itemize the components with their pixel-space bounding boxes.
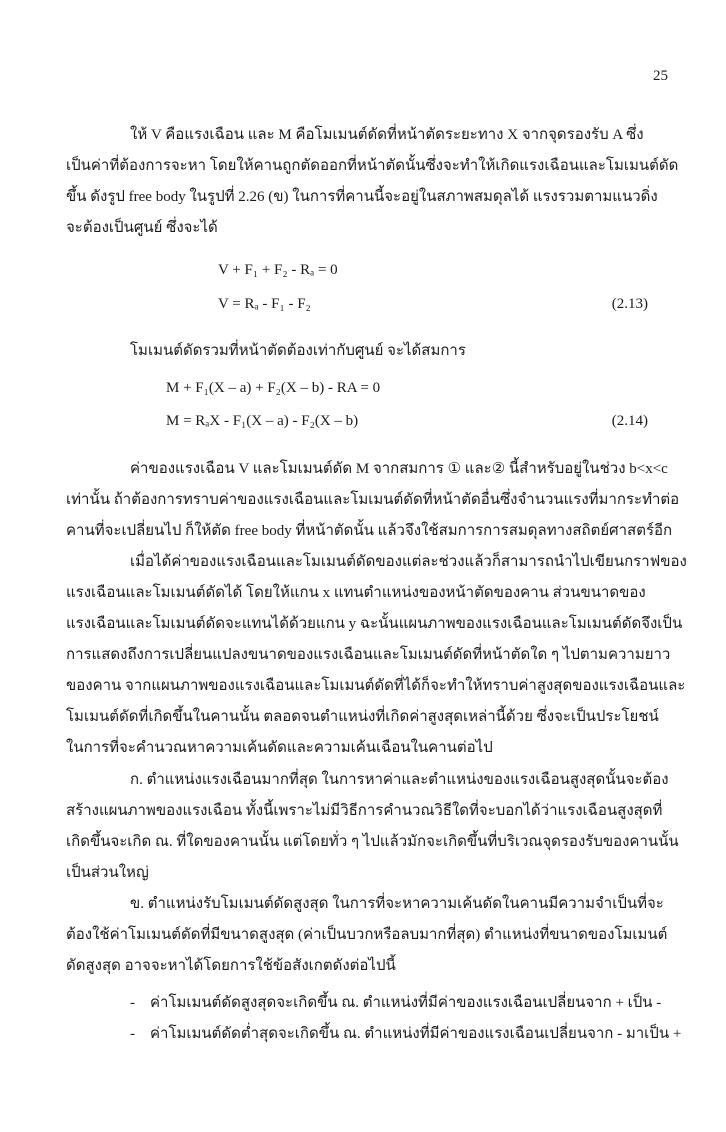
text-line: ให้ V คือแรงเฉือน และ M คือโมเมนต์ดัดที่หน้าตัดระยะทาง X จากจุดรองรับ A ซึ่ง: [130, 127, 644, 143]
text-line: แรงเฉือนและโมเมนต์ดัดจะแทนได้ด้วยแกน y ฉะนั้นแผนภาพของแรงเฉือนและโมเมนต์ดัดจึงเป็น: [66, 616, 683, 632]
text-line: เป็นค่าที่ต้องการจะหา โดยให้คานถูกตัดออกที่หน้าตัดนั้นซึ่งจะทำให้เกิดแรงเฉือนและโมเมนต์ดัด: [66, 158, 679, 174]
paragraph-moment-sum: [66, 336, 656, 367]
equation-2-13-line-1: V + F₁ + F₂ - Rₐ = 0: [218, 262, 338, 278]
equation-2-14-line-2: M = RₐX - F₁(X – a) - F₂(X – b): [166, 413, 359, 429]
text-line: ข. ตำแหน่งรับโมเมนต์ดัดสูงสุด ในการที่จะหาความเค้นดัดในคานมีความจำเป็นที่จะ: [130, 896, 664, 912]
text-line: โมเมนต์ดัดรวมที่หน้าตัดต้องเท่ากับศูนย์ จะได้สมการ: [130, 343, 466, 359]
text-line: จะต้องเป็นศูนย์ ซึ่งจะได้: [66, 220, 218, 236]
text-line: เป็นส่วนใหญ่: [66, 865, 149, 881]
text-line: ก. ตำแหน่งแรงเฉือนมากที่สุด ในการหาค่าและตำแหน่งของแรงเฉือนสูงสุดนั้นจะต้อง: [130, 772, 669, 788]
equation-number-2-14: (2.14): [611, 413, 648, 429]
paragraph-range-validity: [66, 454, 680, 547]
text-line: สร้างแผนภาพของแรงเฉือน ทั้งนี้เพราะไม่มีวิธีการคำนวณวิธีใดที่จะบอกได้ว่าแรงเฉือนสูงสุดที่: [66, 803, 663, 819]
list-item-text: ค่าโมเมนต์ดัดต่ำสุดจะเกิดขึ้น ณ. ตำแหน่งที่มีค่าของแรงเฉือนเปลี่ยนจาก - มาเป็น +: [150, 1026, 682, 1042]
list-item-text: ค่าโมเมนต์ดัดสูงสุดจะเกิดขึ้น ณ. ตำแหน่งที่มีค่าของแรงเฉือนเปลี่ยนจาก + เป็น -: [150, 995, 662, 1011]
text-line: ในการที่จะคำนวณหาความเค้นดัดและความเค้นเฉือนในคานต่อไป: [66, 740, 493, 756]
text-line: ต้องใช้ค่าโมเมนต์ดัดที่มีขนาดสูงสุด (ค่าเป็นบวกหรือลบมากที่สุด) ตำแหน่งที่ขนาดของโมเมนต์: [66, 927, 668, 943]
paragraph-max-moment-location: [66, 889, 668, 982]
text-line: ค่าของแรงเฉือน V และโมเมนต์ดัด M จากสมการ ① และ② นี้สำหรับอยู่ในช่วง b<x<c: [130, 461, 668, 477]
text-line: เกิดขึ้นจะเกิด ณ. ที่ใดของคานนั้น แต่โดยทั่ว ๆ ไปแล้วมักจะเกิดขึ้นที่บริเวณจุดรองรับของคานนั้น: [66, 834, 679, 850]
equation-2-13-line-2: V = Rₐ - F₁ - F₂: [218, 296, 311, 312]
paragraph-shear-moment-definition: [66, 120, 679, 244]
text-line: โมเมนต์ดัดที่เกิดขึ้นในคานนั้น ตลอดจนตำแหน่งที่เกิดค่าสูงสุดเหล่านี้ด้วย ซึ่งจะเป็นประโยชน์: [66, 709, 659, 725]
text-line: ของคาน จากแผนภาพของแรงเฉือนและโมเมนต์ดัดที่ได้ก็จะทำให้ทราบค่าสูงสุดของแรงเฉือนและ: [66, 678, 686, 694]
text-line: คานที่จะเปลี่ยนไป ก็ให้ตัด free body ที่หน้าตัดนั้น แล้วจึงใช้สมการการสมดุลทางสถิตย์ศาสตร์อีก: [66, 523, 673, 539]
text-line: เท่านั้น ถ้าต้องการทราบค่าของแรงเฉือนและโมเมนต์ดัดที่หน้าตัดอื่นซึ่งจำนวนแรงที่มากระทำต่อ: [66, 492, 680, 508]
text-line: เมื่อได้ค่าของแรงเฉือนและโมเมนต์ดัดของแต่ละช่วงแล้วก็สามารถนำไปเขียนกราฟของ: [130, 554, 687, 570]
paragraph-max-shear-location: [66, 765, 679, 889]
text-line: ขึ้น ดังรูป free body ในรูปที่ 2.26 (ข) ในการที่คานนี้จะอยู่ในสภาพสมดุลได้ แรงรวมตามแนวดิ่ง: [66, 189, 658, 205]
page-number: 25: [653, 68, 668, 84]
text-line: การแสดงถึงการเปลี่ยนแปลงขนาดของแรงเฉือนและโมเมนต์ดัดที่หน้าตัดใด ๆ ไปตามความยาว: [66, 647, 671, 663]
equation-number-2-13: (2.13): [611, 296, 648, 312]
equation-2-14-line-1: M + F₁(X – a) + F₂(X – b) - RA = 0: [166, 380, 381, 396]
text-line: ดัดสูงสุด อาจจะหาได้โดยการใช้ข้อสังเกตดังต่อไปนี้: [66, 958, 396, 974]
bullet-dash: -: [130, 1026, 135, 1042]
bullet-dash: -: [130, 995, 135, 1011]
list-item: [130, 1021, 682, 1045]
list-item: [130, 990, 660, 1014]
paragraph-diagram-explanation: [66, 547, 687, 764]
text-line: แรงเฉือนและโมเมนต์ดัดได้ โดยให้แกน x แทนตำแหน่งของหน้าตัดของคาน ส่วนขนาดของ: [66, 585, 646, 601]
